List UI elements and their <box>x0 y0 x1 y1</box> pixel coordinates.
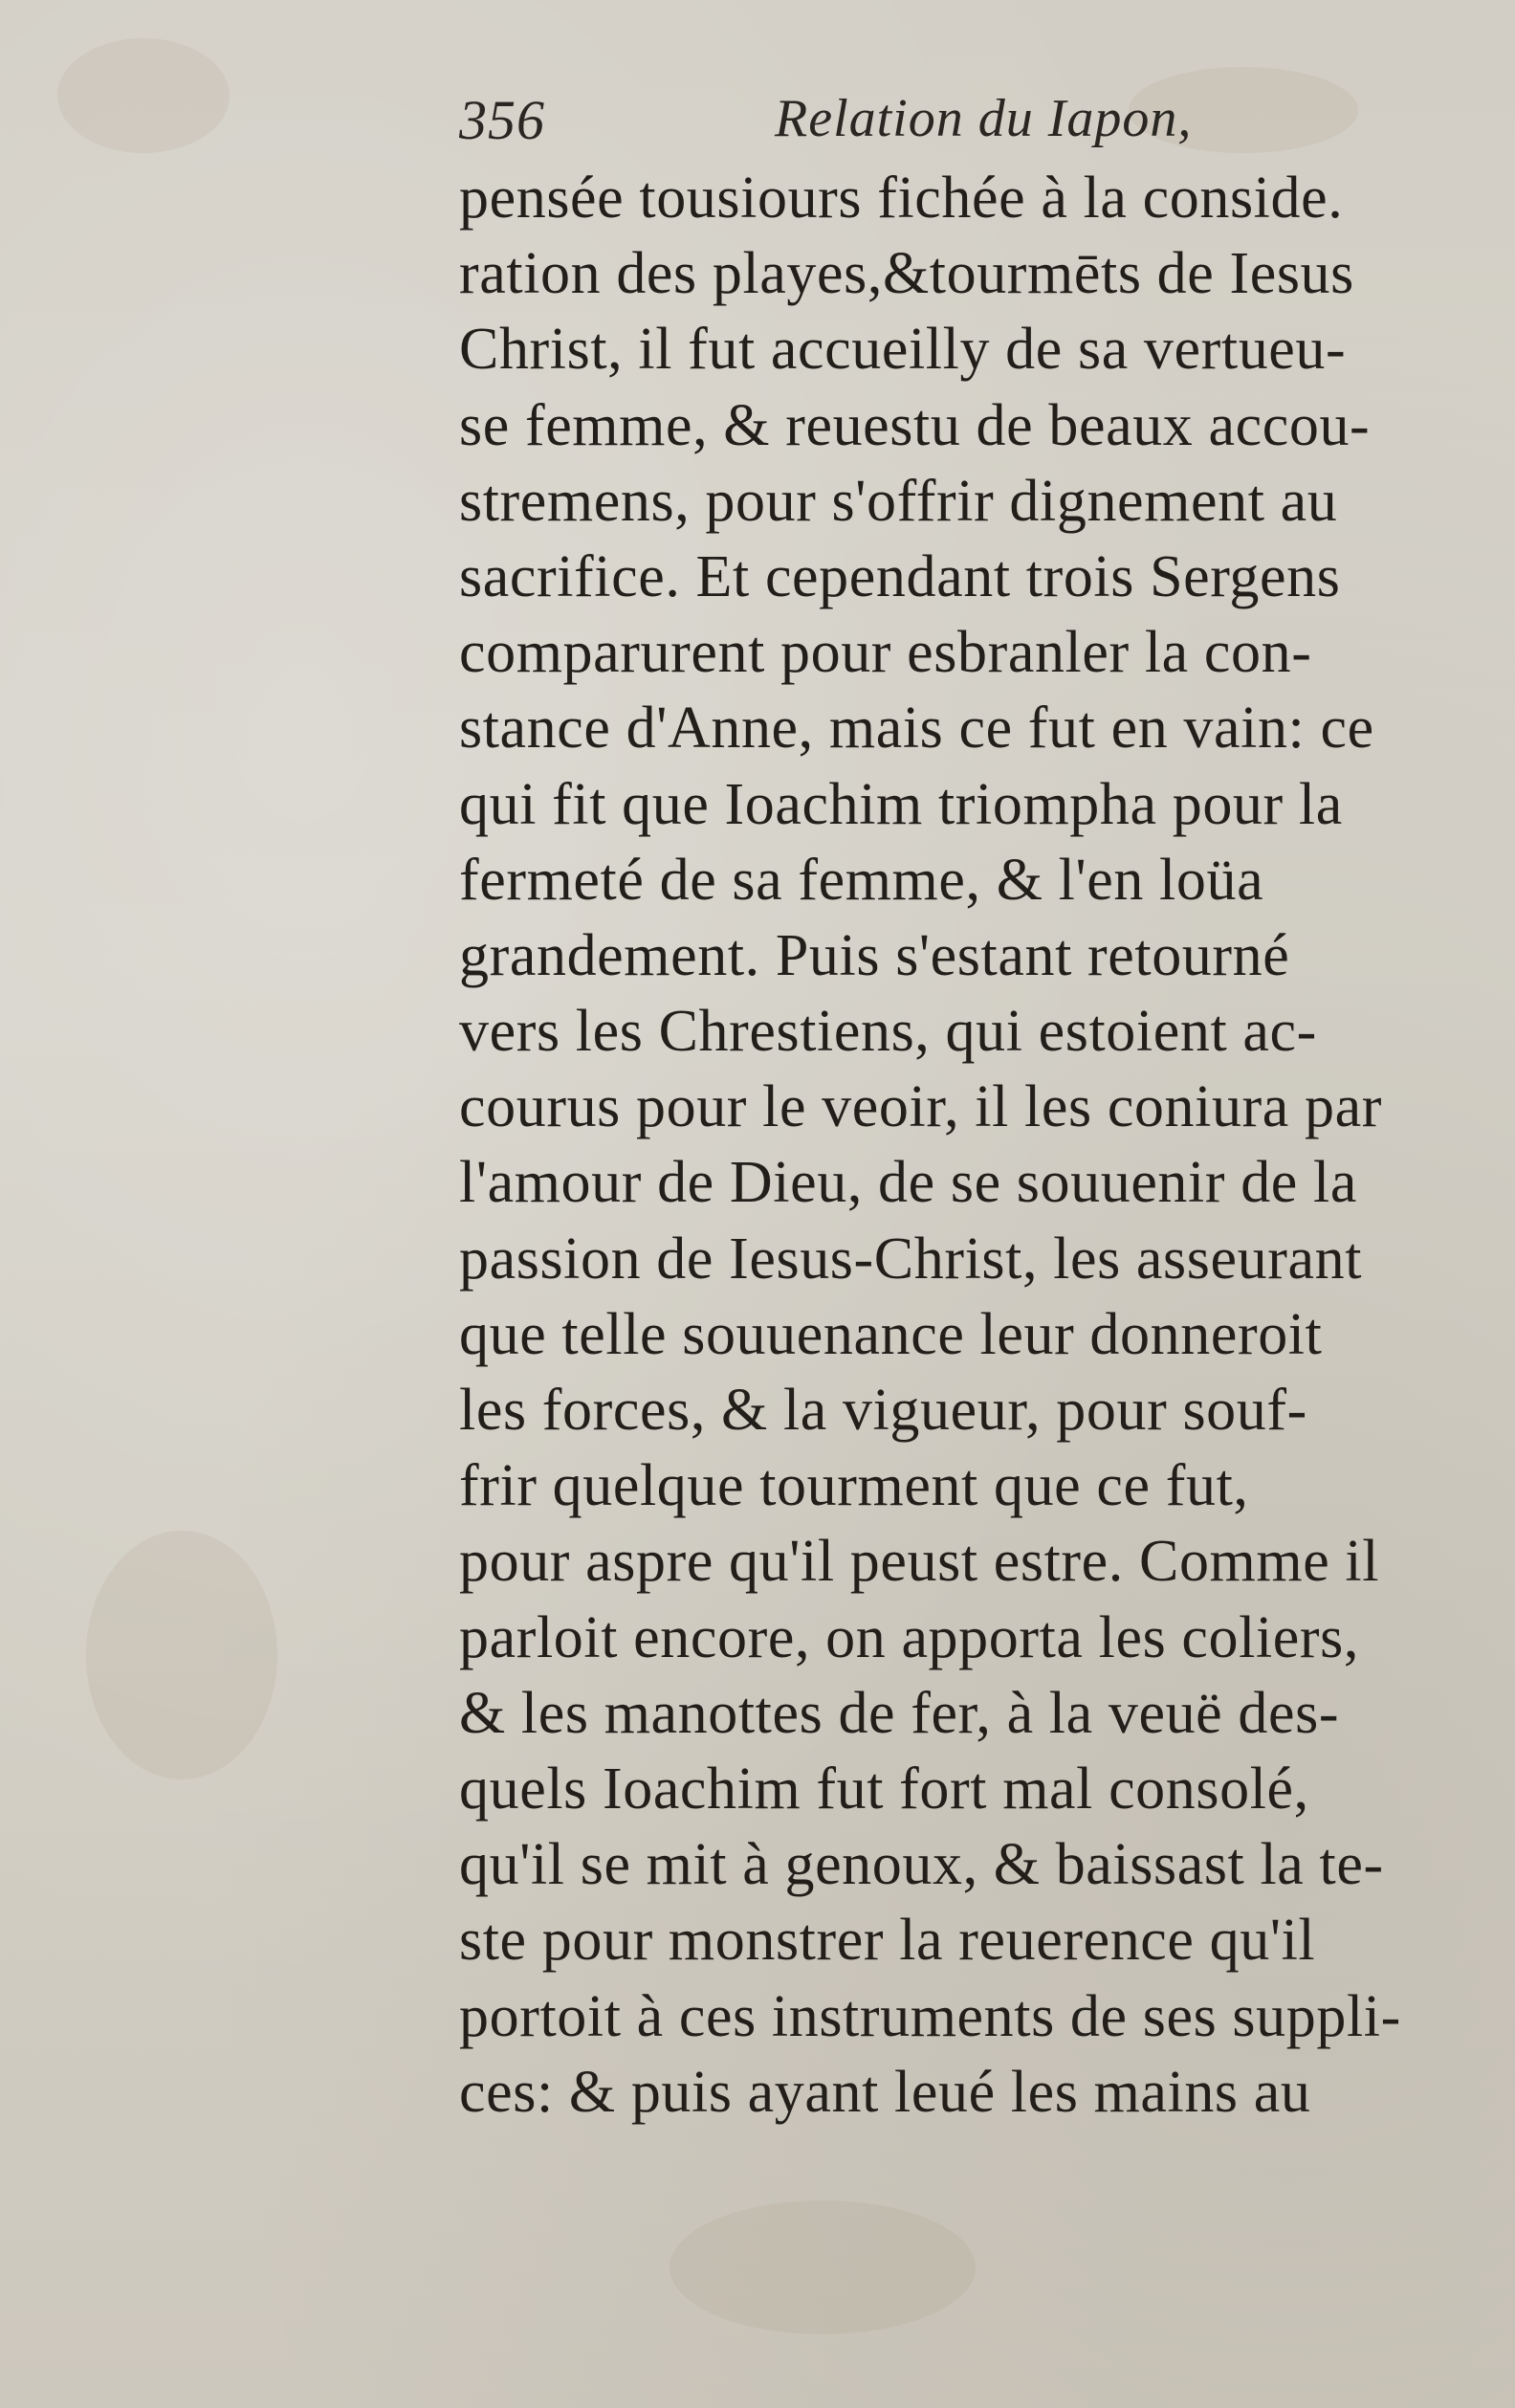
text-line: parloit encore, on apporta les coliers, <box>459 1604 1359 1670</box>
page-number: 356 <box>459 89 545 151</box>
body-text <box>459 161 1515 2131</box>
text-line: stremens, pour s'offrir dignement au <box>459 468 1338 534</box>
text-line: fermeté de sa femme, & l'en loüa <box>459 847 1264 913</box>
text-line: qui fit que Ioachim triompha pour la <box>459 771 1343 837</box>
text-line: ration des playes,&tourmēts de Iesus <box>459 241 1354 307</box>
text-line: sacrifice. Et cependant trois Sergens <box>459 543 1341 609</box>
text-line: ste pour monstrer la reuerence qu'il <box>459 1908 1316 1974</box>
text-line: vers les Chrestiens, qui estoient ac- <box>459 999 1317 1065</box>
text-line: stance d'Anne, mais ce fut en vain: ce <box>459 696 1374 762</box>
text-line: quels Ioachim fut fort mal consolé, <box>459 1756 1309 1822</box>
running-head: Relation du Iapon, <box>775 89 1193 148</box>
text-line: portoit à ces instruments de ses suppli- <box>459 1983 1401 2049</box>
text-line: comparurent pour esbranler la con- <box>459 620 1312 686</box>
text-line: passion de Iesus-Christ, les asseurant <box>459 1226 1363 1292</box>
text-line: pour aspre qu'il peust estre. Comme il <box>459 1529 1380 1595</box>
text-line: les forces, & la vigueur, pour souf- <box>459 1378 1307 1443</box>
text-line: que telle souuenance leur donneroit <box>459 1301 1323 1367</box>
text-line: grandement. Puis s'estant retourné <box>459 922 1290 988</box>
text-line: ces: & puis ayant leué les mains au <box>459 2059 1311 2125</box>
text-line: l'amour de Dieu, de se souuenir de la <box>459 1150 1357 1216</box>
text-line: courus pour le veoir, il les coniura par <box>459 1074 1382 1140</box>
text-line: se femme, & reuestu de beaux accou- <box>459 392 1371 458</box>
text-line: pensée tousiours fichée à la conside. <box>459 166 1344 231</box>
text-line: & les manottes de fer, à la veuë des- <box>459 1680 1340 1746</box>
paper-stain <box>670 2200 976 2334</box>
text-line: Christ, il fut accueilly de sa vertueu- <box>459 317 1347 383</box>
paper-stain <box>57 38 230 153</box>
page-header <box>459 88 1511 165</box>
paper-stain <box>86 1531 277 1779</box>
text-line: qu'il se mit à genoux, & baissast la te- <box>459 1832 1384 1898</box>
text-line: frir quelque tourment que ce fut, <box>459 1453 1249 1519</box>
